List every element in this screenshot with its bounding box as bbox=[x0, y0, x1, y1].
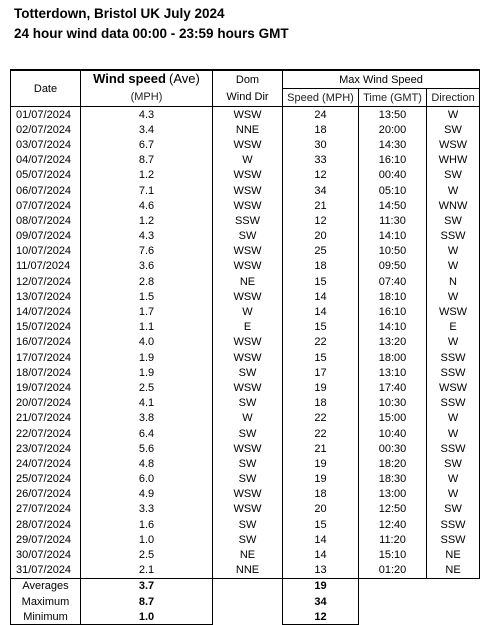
cell-wind-speed: 4.3 bbox=[81, 229, 213, 244]
cell-max-time: 14:30 bbox=[359, 137, 427, 152]
cell-wind-dir: WSW bbox=[213, 137, 283, 152]
cell-max-direction: W bbox=[427, 107, 480, 123]
cell-max-time: 14:50 bbox=[359, 198, 427, 213]
cell-max-direction: SSW bbox=[427, 532, 480, 547]
cell-wind-speed: 6.0 bbox=[81, 472, 213, 487]
cell-max-speed: 22 bbox=[283, 426, 359, 441]
cell-max-speed: 20 bbox=[283, 502, 359, 517]
cell-date: 20/07/2024 bbox=[11, 396, 81, 411]
header-direction: Direction bbox=[427, 89, 480, 107]
cell-max-speed: 19 bbox=[283, 380, 359, 395]
table-row bbox=[11, 168, 480, 183]
cell-date: 09/07/2024 bbox=[11, 229, 81, 244]
cell-max-direction: SSW bbox=[427, 229, 480, 244]
cell-max-direction: W bbox=[427, 335, 480, 350]
cell-wind-dir: SW bbox=[213, 456, 283, 471]
cell-wind-speed: 5.6 bbox=[81, 441, 213, 456]
cell-max-direction: W bbox=[427, 411, 480, 426]
table-row bbox=[11, 563, 480, 579]
cell-max-time: 16:10 bbox=[359, 153, 427, 168]
cell-wind-dir: SSW bbox=[213, 213, 283, 228]
table-row bbox=[11, 487, 480, 502]
cell-wind-speed: 1.9 bbox=[81, 350, 213, 365]
cell-wind-dir: WSW bbox=[213, 502, 283, 517]
table-row bbox=[11, 335, 480, 350]
cell-max-speed: 17 bbox=[283, 365, 359, 380]
cell-max-time: 15:00 bbox=[359, 411, 427, 426]
cell-wind-speed: 4.9 bbox=[81, 487, 213, 502]
cell-max-speed: 20 bbox=[283, 229, 359, 244]
summary-averages-row bbox=[11, 578, 480, 594]
cell-max-speed: 15 bbox=[283, 517, 359, 532]
wind-data-table bbox=[10, 69, 480, 625]
cell-wind-dir: W bbox=[213, 304, 283, 319]
cell-date: 26/07/2024 bbox=[11, 487, 81, 502]
header-date: Date bbox=[11, 70, 81, 107]
table-row bbox=[11, 547, 480, 562]
cell-wind-dir: WSW bbox=[213, 107, 283, 123]
table-row bbox=[11, 411, 480, 426]
cell-wind-dir: SW bbox=[213, 472, 283, 487]
cell-wind-dir: WSW bbox=[213, 244, 283, 259]
cell-max-direction: NE bbox=[427, 563, 480, 579]
cell-max-speed: 22 bbox=[283, 411, 359, 426]
cell-date: 15/07/2024 bbox=[11, 320, 81, 335]
cell-date: 17/07/2024 bbox=[11, 350, 81, 365]
table-row bbox=[11, 365, 480, 380]
cell-date: 27/07/2024 bbox=[11, 502, 81, 517]
summary-blank bbox=[427, 609, 480, 625]
cell-max-speed: 30 bbox=[283, 137, 359, 152]
cell-max-direction: W bbox=[427, 183, 480, 198]
cell-wind-dir: WSW bbox=[213, 335, 283, 350]
table-row bbox=[11, 183, 480, 198]
summary-blank bbox=[213, 609, 283, 625]
header-wind-dir: Wind Dir bbox=[213, 89, 283, 107]
cell-max-direction: WSW bbox=[427, 380, 480, 395]
minimum-max-speed: 12 bbox=[283, 609, 359, 625]
cell-max-speed: 18 bbox=[283, 487, 359, 502]
table-row bbox=[11, 426, 480, 441]
cell-wind-dir: WSW bbox=[213, 289, 283, 304]
cell-max-time: 13:00 bbox=[359, 487, 427, 502]
cell-max-time: 18:30 bbox=[359, 472, 427, 487]
cell-max-time: 10:40 bbox=[359, 426, 427, 441]
cell-wind-dir: WSW bbox=[213, 487, 283, 502]
page-title: Totterdown, Bristol UK July 2024 bbox=[14, 6, 225, 21]
cell-max-time: 20:00 bbox=[359, 122, 427, 137]
cell-date: 07/07/2024 bbox=[11, 198, 81, 213]
cell-wind-dir: WSW bbox=[213, 441, 283, 456]
cell-max-speed: 15 bbox=[283, 350, 359, 365]
header-row-top bbox=[11, 70, 480, 89]
header-wind-speed-label: Wind speed bbox=[93, 71, 166, 87]
cell-max-time: 12:40 bbox=[359, 517, 427, 532]
summary-blank bbox=[359, 609, 427, 625]
table-row bbox=[11, 244, 480, 259]
cell-date: 24/07/2024 bbox=[11, 456, 81, 471]
cell-max-time: 05:10 bbox=[359, 183, 427, 198]
table-row bbox=[11, 153, 480, 168]
cell-wind-dir: SW bbox=[213, 517, 283, 532]
maximum-label: Maximum bbox=[11, 594, 81, 609]
cell-date: 03/07/2024 bbox=[11, 137, 81, 152]
cell-wind-speed: 3.4 bbox=[81, 122, 213, 137]
cell-wind-speed: 4.1 bbox=[81, 396, 213, 411]
cell-date: 19/07/2024 bbox=[11, 380, 81, 395]
cell-max-direction: WNW bbox=[427, 198, 480, 213]
cell-wind-speed: 4.3 bbox=[81, 107, 213, 123]
cell-max-speed: 33 bbox=[283, 153, 359, 168]
cell-wind-dir: E bbox=[213, 320, 283, 335]
cell-max-speed: 34 bbox=[283, 183, 359, 198]
cell-date: 22/07/2024 bbox=[11, 426, 81, 441]
cell-max-speed: 15 bbox=[283, 320, 359, 335]
summary-blank bbox=[359, 594, 427, 609]
cell-wind-speed: 1.7 bbox=[81, 304, 213, 319]
cell-wind-speed: 1.2 bbox=[81, 213, 213, 228]
cell-date: 10/07/2024 bbox=[11, 244, 81, 259]
cell-date: 06/07/2024 bbox=[11, 183, 81, 198]
summary-blank bbox=[427, 594, 480, 609]
cell-max-speed: 19 bbox=[283, 472, 359, 487]
cell-max-time: 10:30 bbox=[359, 396, 427, 411]
cell-max-direction: W bbox=[427, 259, 480, 274]
cell-max-time: 14:10 bbox=[359, 320, 427, 335]
cell-max-speed: 14 bbox=[283, 304, 359, 319]
cell-wind-dir: SW bbox=[213, 426, 283, 441]
cell-max-time: 00:30 bbox=[359, 441, 427, 456]
cell-date: 12/07/2024 bbox=[11, 274, 81, 289]
cell-date: 08/07/2024 bbox=[11, 213, 81, 228]
cell-wind-dir: WSW bbox=[213, 259, 283, 274]
cell-wind-dir: NE bbox=[213, 547, 283, 562]
summary-blank bbox=[213, 594, 283, 609]
table-row bbox=[11, 229, 480, 244]
summary-blank bbox=[427, 578, 480, 594]
cell-date: 02/07/2024 bbox=[11, 122, 81, 137]
cell-wind-dir: NNE bbox=[213, 563, 283, 579]
table-row bbox=[11, 396, 480, 411]
header-dom: Dom bbox=[213, 70, 283, 89]
maximum-speed: 8.7 bbox=[81, 594, 213, 609]
cell-max-time: 14:10 bbox=[359, 229, 427, 244]
cell-wind-speed: 1.0 bbox=[81, 532, 213, 547]
cell-max-direction: WHW bbox=[427, 153, 480, 168]
cell-wind-speed: 4.8 bbox=[81, 456, 213, 471]
summary-minimum-row bbox=[11, 609, 480, 625]
cell-wind-dir: SW bbox=[213, 532, 283, 547]
cell-max-speed: 18 bbox=[283, 122, 359, 137]
cell-wind-speed: 2.5 bbox=[81, 547, 213, 562]
cell-date: 31/07/2024 bbox=[11, 563, 81, 579]
cell-date: 25/07/2024 bbox=[11, 472, 81, 487]
table-row bbox=[11, 213, 480, 228]
cell-max-direction: SSW bbox=[427, 517, 480, 532]
cell-wind-dir: SW bbox=[213, 365, 283, 380]
cell-wind-dir: SW bbox=[213, 396, 283, 411]
cell-max-time: 10:50 bbox=[359, 244, 427, 259]
cell-date: 05/07/2024 bbox=[11, 168, 81, 183]
maximum-max-speed: 34 bbox=[283, 594, 359, 609]
table-row bbox=[11, 456, 480, 471]
cell-max-time: 18:10 bbox=[359, 289, 427, 304]
cell-wind-speed: 1.2 bbox=[81, 168, 213, 183]
cell-wind-speed: 6.4 bbox=[81, 426, 213, 441]
cell-max-speed: 22 bbox=[283, 335, 359, 350]
cell-max-time: 18:00 bbox=[359, 350, 427, 365]
cell-max-speed: 19 bbox=[283, 456, 359, 471]
cell-wind-speed: 4.0 bbox=[81, 335, 213, 350]
cell-max-direction: W bbox=[427, 289, 480, 304]
table-row bbox=[11, 441, 480, 456]
cell-max-direction: E bbox=[427, 320, 480, 335]
table-row bbox=[11, 502, 480, 517]
cell-wind-dir: W bbox=[213, 153, 283, 168]
header-speed-mph: Speed (MPH) bbox=[283, 89, 359, 107]
cell-date: 23/07/2024 bbox=[11, 441, 81, 456]
cell-date: 16/07/2024 bbox=[11, 335, 81, 350]
cell-wind-dir: WSW bbox=[213, 350, 283, 365]
page-subtitle: 24 hour wind data 00:00 - 23:59 hours GMT bbox=[14, 26, 289, 41]
data-rows bbox=[11, 107, 480, 579]
cell-date: 29/07/2024 bbox=[11, 532, 81, 547]
cell-max-direction: SW bbox=[427, 213, 480, 228]
cell-max-speed: 14 bbox=[283, 547, 359, 562]
cell-max-direction: N bbox=[427, 274, 480, 289]
table-row bbox=[11, 380, 480, 395]
cell-max-time: 09:50 bbox=[359, 259, 427, 274]
table-row bbox=[11, 107, 480, 123]
cell-max-time: 18:20 bbox=[359, 456, 427, 471]
cell-max-direction: SSW bbox=[427, 350, 480, 365]
cell-wind-speed: 4.6 bbox=[81, 198, 213, 213]
cell-wind-dir: SW bbox=[213, 229, 283, 244]
cell-max-time: 00:40 bbox=[359, 168, 427, 183]
cell-max-direction: WSW bbox=[427, 304, 480, 319]
cell-wind-speed: 2.5 bbox=[81, 380, 213, 395]
minimum-label: Minimum bbox=[11, 609, 81, 625]
cell-wind-dir: W bbox=[213, 411, 283, 426]
table-row bbox=[11, 137, 480, 152]
cell-max-time: 12:50 bbox=[359, 502, 427, 517]
cell-max-time: 15:10 bbox=[359, 547, 427, 562]
cell-date: 13/07/2024 bbox=[11, 289, 81, 304]
cell-max-time: 07:40 bbox=[359, 274, 427, 289]
header-max-wind-speed: Max Wind Speed bbox=[283, 70, 480, 89]
cell-date: 30/07/2024 bbox=[11, 547, 81, 562]
averages-label: Averages bbox=[11, 578, 81, 594]
cell-wind-speed: 2.8 bbox=[81, 274, 213, 289]
averages-max-speed: 19 bbox=[283, 578, 359, 594]
table-row bbox=[11, 472, 480, 487]
table-row bbox=[11, 289, 480, 304]
cell-wind-dir: NNE bbox=[213, 122, 283, 137]
cell-max-speed: 12 bbox=[283, 213, 359, 228]
cell-max-speed: 21 bbox=[283, 441, 359, 456]
cell-wind-speed: 1.9 bbox=[81, 365, 213, 380]
cell-max-speed: 21 bbox=[283, 198, 359, 213]
table-row bbox=[11, 304, 480, 319]
cell-max-time: 13:10 bbox=[359, 365, 427, 380]
cell-max-direction: SW bbox=[427, 168, 480, 183]
cell-max-time: 16:10 bbox=[359, 304, 427, 319]
cell-max-speed: 24 bbox=[283, 107, 359, 123]
cell-date: 21/07/2024 bbox=[11, 411, 81, 426]
cell-date: 04/07/2024 bbox=[11, 153, 81, 168]
cell-wind-dir: WSW bbox=[213, 380, 283, 395]
cell-wind-speed: 1.5 bbox=[81, 289, 213, 304]
table-row bbox=[11, 320, 480, 335]
cell-max-direction: SSW bbox=[427, 441, 480, 456]
cell-date: 01/07/2024 bbox=[11, 107, 81, 123]
cell-wind-dir: NE bbox=[213, 274, 283, 289]
header-wind-speed-unit: (MPH) bbox=[81, 89, 213, 107]
cell-date: 28/07/2024 bbox=[11, 517, 81, 532]
cell-max-speed: 25 bbox=[283, 244, 359, 259]
cell-max-speed: 18 bbox=[283, 259, 359, 274]
table-row bbox=[11, 198, 480, 213]
cell-wind-speed: 7.1 bbox=[81, 183, 213, 198]
cell-max-speed: 15 bbox=[283, 274, 359, 289]
cell-max-direction: W bbox=[427, 472, 480, 487]
cell-max-time: 17:40 bbox=[359, 380, 427, 395]
cell-max-direction: SW bbox=[427, 456, 480, 471]
table-row bbox=[11, 122, 480, 137]
table-row bbox=[11, 350, 480, 365]
cell-wind-speed: 1.1 bbox=[81, 320, 213, 335]
cell-max-direction: W bbox=[427, 426, 480, 441]
cell-max-direction: W bbox=[427, 487, 480, 502]
header-time-gmt: Time (GMT) bbox=[359, 89, 427, 107]
cell-wind-speed: 2.1 bbox=[81, 563, 213, 579]
cell-max-direction: SW bbox=[427, 502, 480, 517]
cell-max-time: 13:50 bbox=[359, 107, 427, 123]
cell-max-speed: 13 bbox=[283, 563, 359, 579]
header-wind-speed-ave: (Ave) bbox=[169, 71, 200, 87]
cell-wind-speed: 6.7 bbox=[81, 137, 213, 152]
averages-speed: 3.7 bbox=[81, 578, 213, 594]
cell-wind-dir: WSW bbox=[213, 168, 283, 183]
cell-max-direction: NE bbox=[427, 547, 480, 562]
cell-date: 14/07/2024 bbox=[11, 304, 81, 319]
minimum-speed: 1.0 bbox=[81, 609, 213, 625]
cell-max-speed: 14 bbox=[283, 289, 359, 304]
cell-max-speed: 14 bbox=[283, 532, 359, 547]
cell-max-direction: SSW bbox=[427, 365, 480, 380]
cell-max-time: 11:30 bbox=[359, 213, 427, 228]
header-row-bottom bbox=[11, 89, 480, 107]
table-row bbox=[11, 532, 480, 547]
cell-wind-speed: 3.8 bbox=[81, 411, 213, 426]
cell-max-direction: W bbox=[427, 244, 480, 259]
summary-maximum-row bbox=[11, 594, 480, 609]
cell-date: 11/07/2024 bbox=[11, 259, 81, 274]
cell-max-speed: 18 bbox=[283, 396, 359, 411]
cell-max-speed: 12 bbox=[283, 168, 359, 183]
cell-wind-speed: 1.6 bbox=[81, 517, 213, 532]
cell-wind-speed: 3.6 bbox=[81, 259, 213, 274]
cell-wind-dir: WSW bbox=[213, 198, 283, 213]
cell-max-direction: WSW bbox=[427, 137, 480, 152]
summary-blank bbox=[213, 578, 283, 594]
cell-wind-speed: 7.6 bbox=[81, 244, 213, 259]
cell-max-direction: SW bbox=[427, 122, 480, 137]
cell-max-direction: SSW bbox=[427, 396, 480, 411]
table-row bbox=[11, 517, 480, 532]
summary-blank bbox=[359, 578, 427, 594]
cell-wind-dir: WSW bbox=[213, 183, 283, 198]
cell-max-time: 13:20 bbox=[359, 335, 427, 350]
cell-max-time: 11:20 bbox=[359, 532, 427, 547]
cell-wind-speed: 8.7 bbox=[81, 153, 213, 168]
cell-max-time: 01:20 bbox=[359, 563, 427, 579]
table-row bbox=[11, 274, 480, 289]
table-row bbox=[11, 259, 480, 274]
cell-wind-speed: 3.3 bbox=[81, 502, 213, 517]
header-wind-speed bbox=[81, 70, 213, 89]
cell-date: 18/07/2024 bbox=[11, 365, 81, 380]
